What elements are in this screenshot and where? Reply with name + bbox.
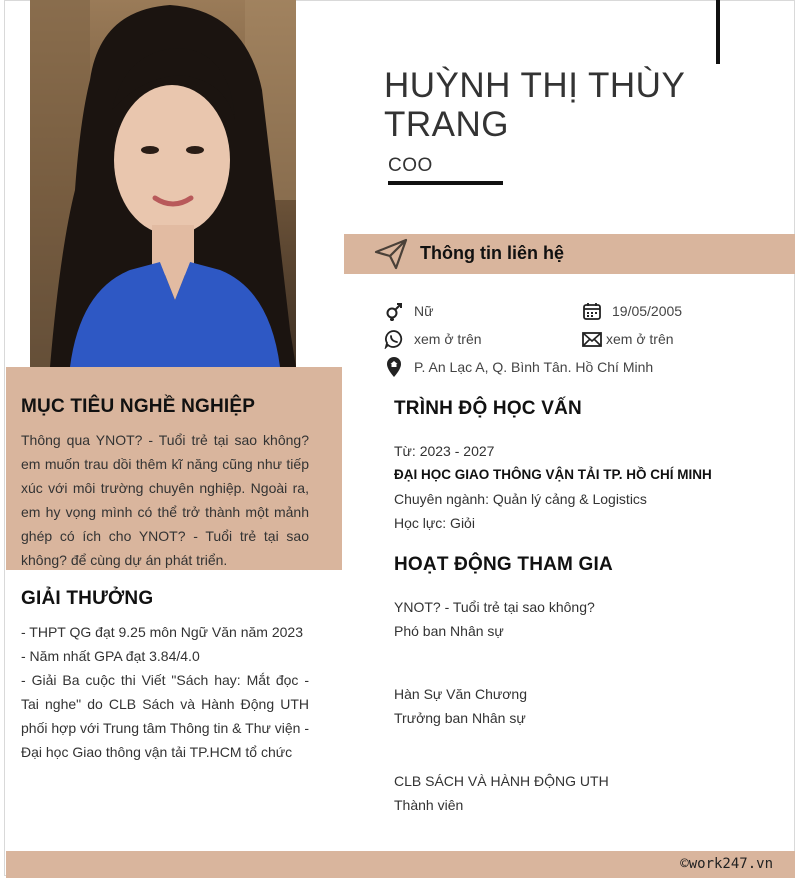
contact-phone <box>384 329 482 349</box>
contact-address <box>384 357 653 377</box>
profile-photo <box>30 0 296 367</box>
calendar-icon <box>582 301 602 321</box>
watermark: ©work247.vn <box>680 856 773 872</box>
activities-title: HOẠT ĐỘNG THAM GIA <box>394 554 613 575</box>
activity-position: Trưởng ban Nhân sự <box>394 710 526 726</box>
contact-title: Thông tin liên hệ <box>420 243 564 263</box>
contact-header <box>344 234 795 274</box>
activity-position: Thành viên <box>394 797 464 813</box>
contact-email <box>582 329 674 349</box>
whatsapp-icon <box>384 329 404 349</box>
gender-value: Nữ <box>414 303 434 319</box>
location-pin-icon <box>384 356 404 378</box>
birthdate-value: 19/05/2005 <box>612 303 683 319</box>
education-school: ĐẠI HỌC GIAO THÔNG VẬN TẢI TP. HỒ CHÍ MINH <box>394 467 712 482</box>
phone-value: xem ở trên <box>414 331 482 347</box>
activity-org: YNOT? - Tuổi trẻ tại sao không? <box>394 599 595 615</box>
awards-title: GIẢI THƯỞNG <box>21 588 154 609</box>
award-item: - THPT QG đạt 9.25 môn Ngữ Văn năm 2023 <box>21 624 303 640</box>
full-name: HUỲNH THỊ THÙY TRANG <box>384 66 685 144</box>
education-grade: Học lực: Giỏi <box>394 515 475 531</box>
activity-org: CLB SÁCH VÀ HÀNH ĐỘNG UTH <box>394 773 609 789</box>
role-underline <box>388 181 503 185</box>
education-title: TRÌNH ĐỘ HỌC VẤN <box>394 398 582 419</box>
activity-org: Hàn Sự Văn Chương <box>394 686 527 702</box>
award-item: - Năm nhất GPA đạt 3.84/4.0 <box>21 648 200 664</box>
awards-list <box>21 620 309 764</box>
education-period: Từ: 2023 - 2027 <box>394 443 495 459</box>
gender-icon <box>384 301 404 321</box>
decorative-bar <box>716 0 720 64</box>
email-value: xem ở trên <box>606 331 674 347</box>
objective-text: Thông qua YNOT? - Tuổi trẻ tại sao không? em muốn trau dồi thêm kĩ năng cũng như tiếp xúc với môi trường chuyên nghiệp. Ngoài ra, em hy vọng mình có thể trở thành một mảnh ghép có ích cho YNOT? - Tuổi trẻ tại sao không? để cùng dự án phát triển. <box>21 432 309 568</box>
job-role: COO <box>388 155 433 176</box>
award-item: - Giải Ba cuộc thi Viết "Sách hay: Mắt đọc - Tai nghe" do CLB Sách và Hành Động UTH phối hợp với Trung tâm Thông tin & Thư viện - Đại học Giao thông vận tải TP.HCM tổ chức <box>21 672 309 760</box>
objective-title: MỤC TIÊU NGHỀ NGHIỆP <box>21 396 256 417</box>
contact-birthdate <box>582 301 682 321</box>
envelope-icon <box>582 329 602 349</box>
education-major: Chuyên ngành: Quản lý cảng & Logistics <box>394 491 647 507</box>
footer-bar <box>6 851 795 878</box>
contact-gender <box>384 301 433 321</box>
activity-position: Phó ban Nhân sự <box>394 623 504 639</box>
address-value: P. An Lạc A, Q. Bình Tân. Hồ Chí Minh <box>414 359 654 375</box>
paper-plane-icon <box>374 238 408 275</box>
